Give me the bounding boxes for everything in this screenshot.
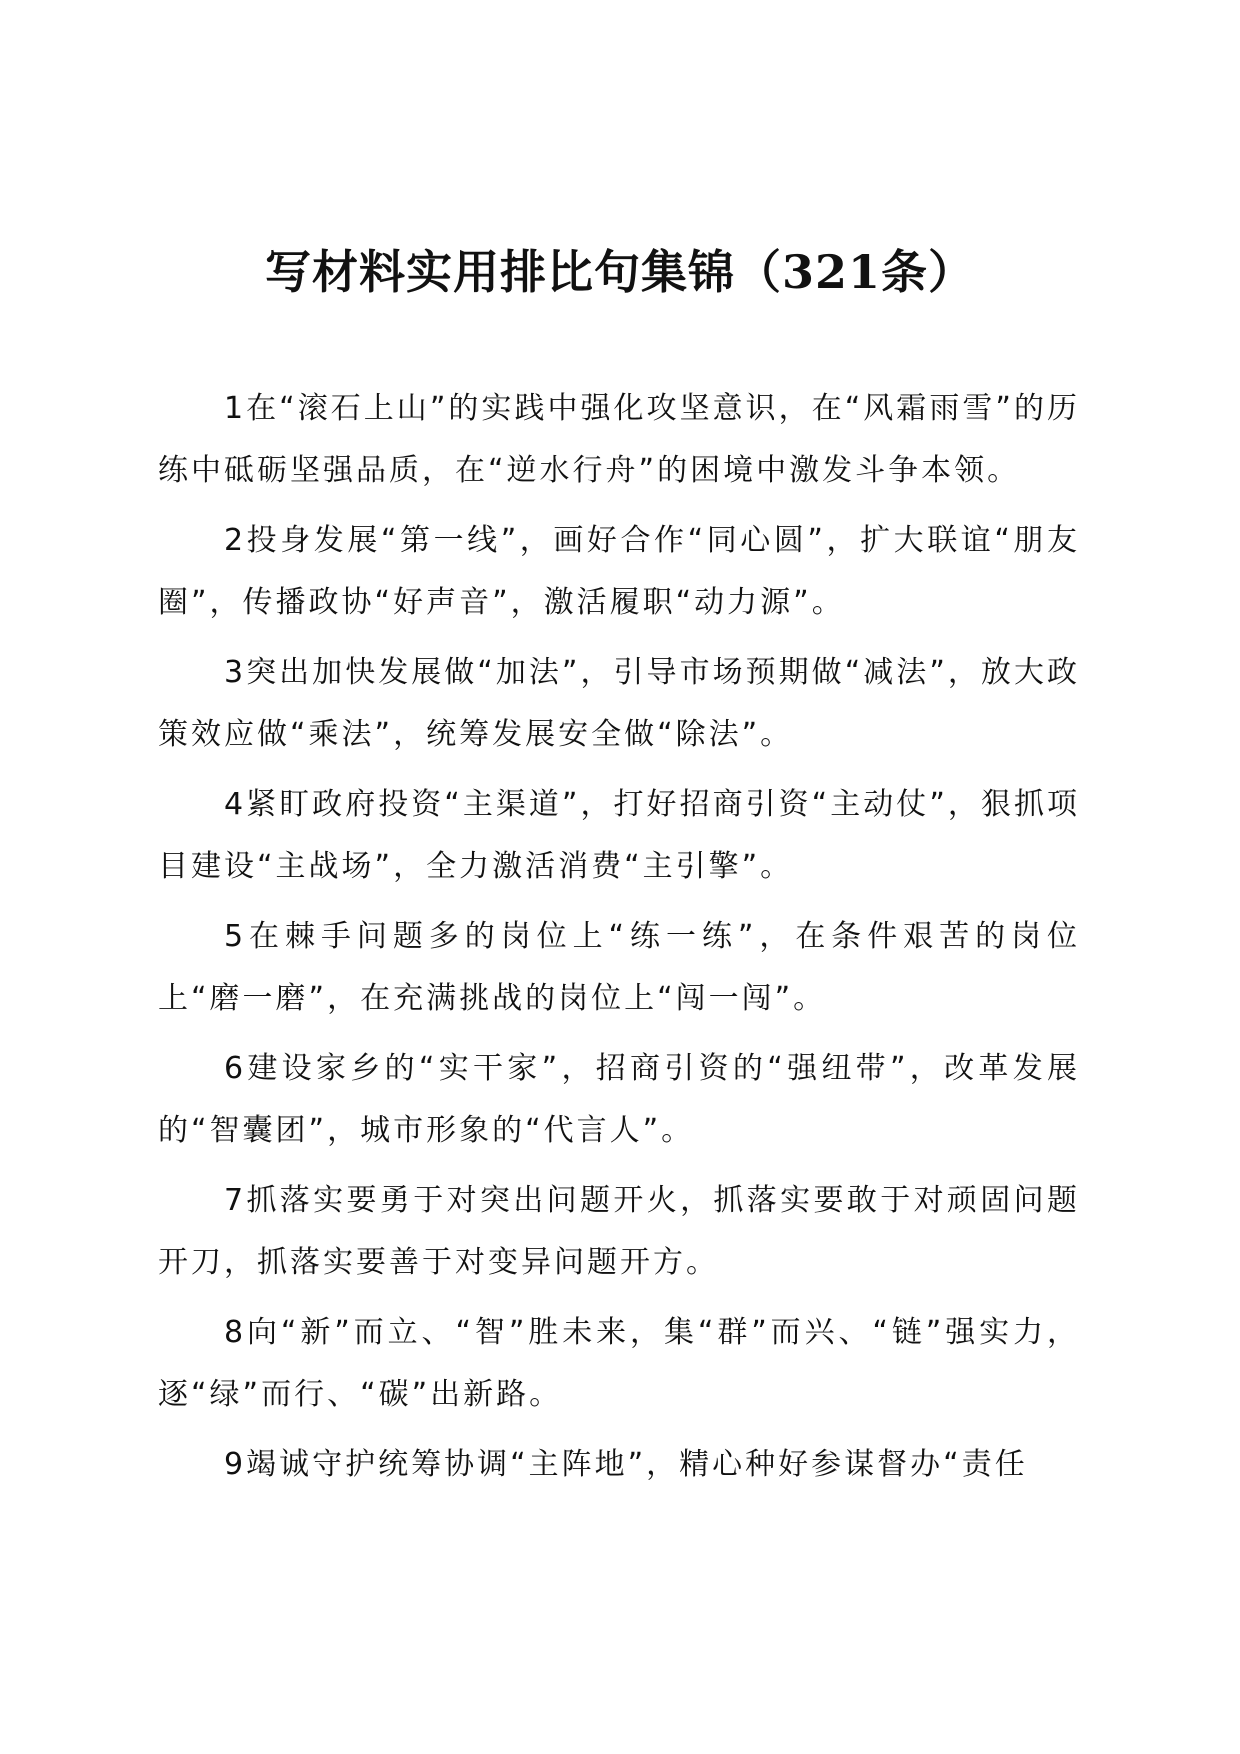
paragraph-1: 1在“滚石上山”的实践中强化攻坚意识，在“风霜雨雪”的历练中砥砺坚强品质，在“逆水行舟”的困境中激发斗争本领。 xyxy=(158,391,1080,488)
paragraph-9: 9竭诚守护统筹协调“主阵地”，精心种好参谋督办“责任 xyxy=(224,1447,1028,1482)
paragraph-8: 8向“新”而立、“智”胜未来，集“群”而兴、“链”强实力，逐“绿”而行、“碳”出新路。 xyxy=(158,1315,1080,1412)
paragraph-6: 6建设家乡的“实干家”，招商引资的“强纽带”，改革发展的“智囊团”，城市形象的“代言人”。 xyxy=(158,1051,1080,1148)
paragraph-5: 5在棘手问题多的岗位上“练一练”，在条件艰苦的岗位上“磨一磨”，在充满挑战的岗位上“闯一闯”。 xyxy=(158,919,1080,1016)
document-title: 写材料实用排比句集锦（321条） xyxy=(264,245,976,299)
paragraph-4: 4紧盯政府投资“主渠道”，打好招商引资“主动仗”，狠抓项目建设“主战场”，全力激活消费“主引擎”。 xyxy=(158,787,1080,884)
document-body xyxy=(158,378,1080,1504)
paragraph-3: 3突出加快发展做“加法”，引导市场预期做“减法”，放大政策效应做“乘法”，统筹发展安全做“除法”。 xyxy=(158,655,1080,752)
paragraph-7: 7抓落实要勇于对突出问题开火，抓落实要敢于对顽固问题开刀，抓落实要善于对变异问题开方。 xyxy=(158,1183,1080,1280)
paragraph-2: 2投身发展“第一线”，画好合作“同心圆”，扩大联谊“朋友圈”，传播政协“好声音”，激活履职“动力源”。 xyxy=(158,523,1080,620)
